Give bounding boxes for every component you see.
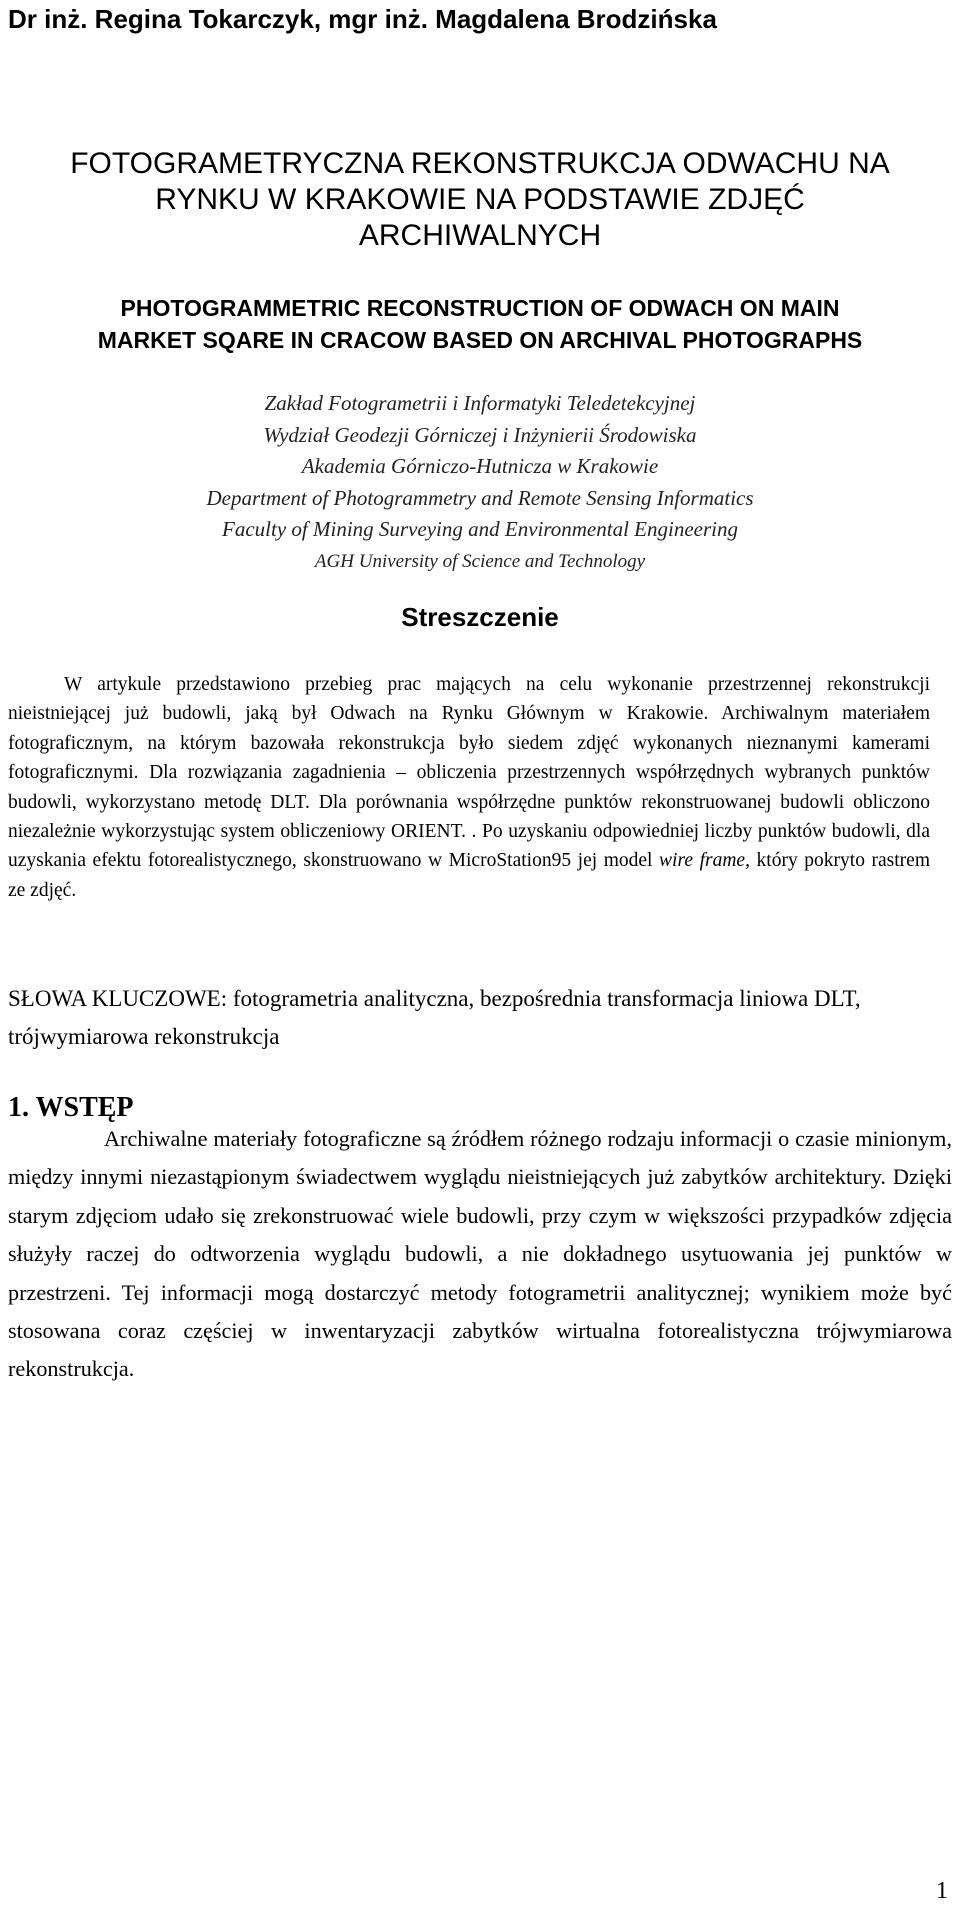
title-polish-line: ARCHIWALNYCH	[358, 219, 602, 252]
authors-line: Dr inż. Regina Tokarczyk, mgr inż. Magdalena Brodzińska	[8, 4, 717, 34]
page-number: 1	[936, 1878, 948, 1904]
title-polish	[0, 146, 960, 254]
abstract-text: W artykule przedstawiono przebieg prac mających na celu wykonanie przestrzennej rekonstrukcji nieistniejącej już budowli, jaką był Odwach na Rynku Głównym w Krakowie. Archiwalnym materiałem fotograficznym, na którym bazowała rekonstrukcja było siedem zdjęć wykonanych nieznanymi kamerami fotograficznymi. Dla rozwiązania zagadnienia – obliczenia przestrzennych współrzędnych wybranych punktów budowli, wykorzystano metodę DLT. Dla porównania współrzędne punktów rekonstruowanej budowli obliczono niezależnie wykorzystując system obliczeniowy ORIENT. . Po uzyskaniu odpowiedniej liczby punktów budowli, dla uzyskania efektu fotorealistycznego, skonstruowano w MicroStation95 jej model	[8, 674, 930, 872]
title-polish-line: RYNKU W KRAKOWIE NA PODSTAWIE ZDJĘĆ	[155, 183, 805, 216]
affiliation-line: AGH University of Science and Technology	[314, 550, 646, 572]
keywords: SŁOWA KLUCZOWE: fotogrametria analityczna, bezpośrednia transformacja liniowa DLT, trójwymiarowa rekonstrukcja	[8, 986, 861, 1049]
affiliation-block	[0, 388, 960, 577]
abstract-italic-term: wire frame,	[659, 850, 750, 872]
title-polish-line: FOTOGRAMETRYCZNA REKONSTRUKCJA ODWACHU NA	[70, 147, 890, 180]
title-english-line: MARKET SQARE IN CRACOW BASED ON ARCHIVAL PHOTOGRAPHS	[97, 327, 863, 353]
abstract-heading: Streszczenie	[401, 602, 559, 632]
title-english	[0, 292, 960, 356]
affiliation-line: Zakład Fotogrametrii i Informatyki Teledetekcyjnej	[264, 391, 696, 415]
affiliation-line: Wydział Geodezji Górniczej i Inżynierii Środowiska	[263, 422, 697, 447]
section-heading: 1. WSTĘP	[8, 1092, 134, 1123]
abstract-text-end: który pokryto rastrem ze zdjęć.	[8, 850, 930, 901]
affiliation-line: Department of Photogrammetry and Remote Sensing Informatics	[206, 485, 754, 510]
affiliation-line: Faculty of Mining Surveying and Environmental Engineering	[222, 517, 738, 541]
intro-paragraph: Archiwalne materiały fotograficzne są źródłem różnego rodzaju informacji o czasie minionym, między innymi niezastąpionym świadectwem wyglądu nieistniejących już zabytków architektury. Dzięki starym zdjęciom udało się zrekonstruować wiele budowli, przy czym w większości przypadków zdjęcia służyły raczej do odtworzenia wyglądu budowli, a nie dokładnego usytuowania jej punktów w przestrzeni. Tej informacji mogą dostarczyć metody fotogrametrii analitycznej; wynikiem może być stosowana coraz częściej w inwentaryzacji zabytków wirtualna fotorealistyczna trójwymiarowa rekonstrukcja.	[8, 1126, 952, 1382]
affiliation-line: Akademia Górniczo-Hutnicza w Krakowie	[301, 454, 659, 478]
title-english-line: PHOTOGRAMMETRIC RECONSTRUCTION OF ODWACH ON MAIN	[120, 295, 840, 321]
abstract-paragraph	[8, 670, 930, 905]
